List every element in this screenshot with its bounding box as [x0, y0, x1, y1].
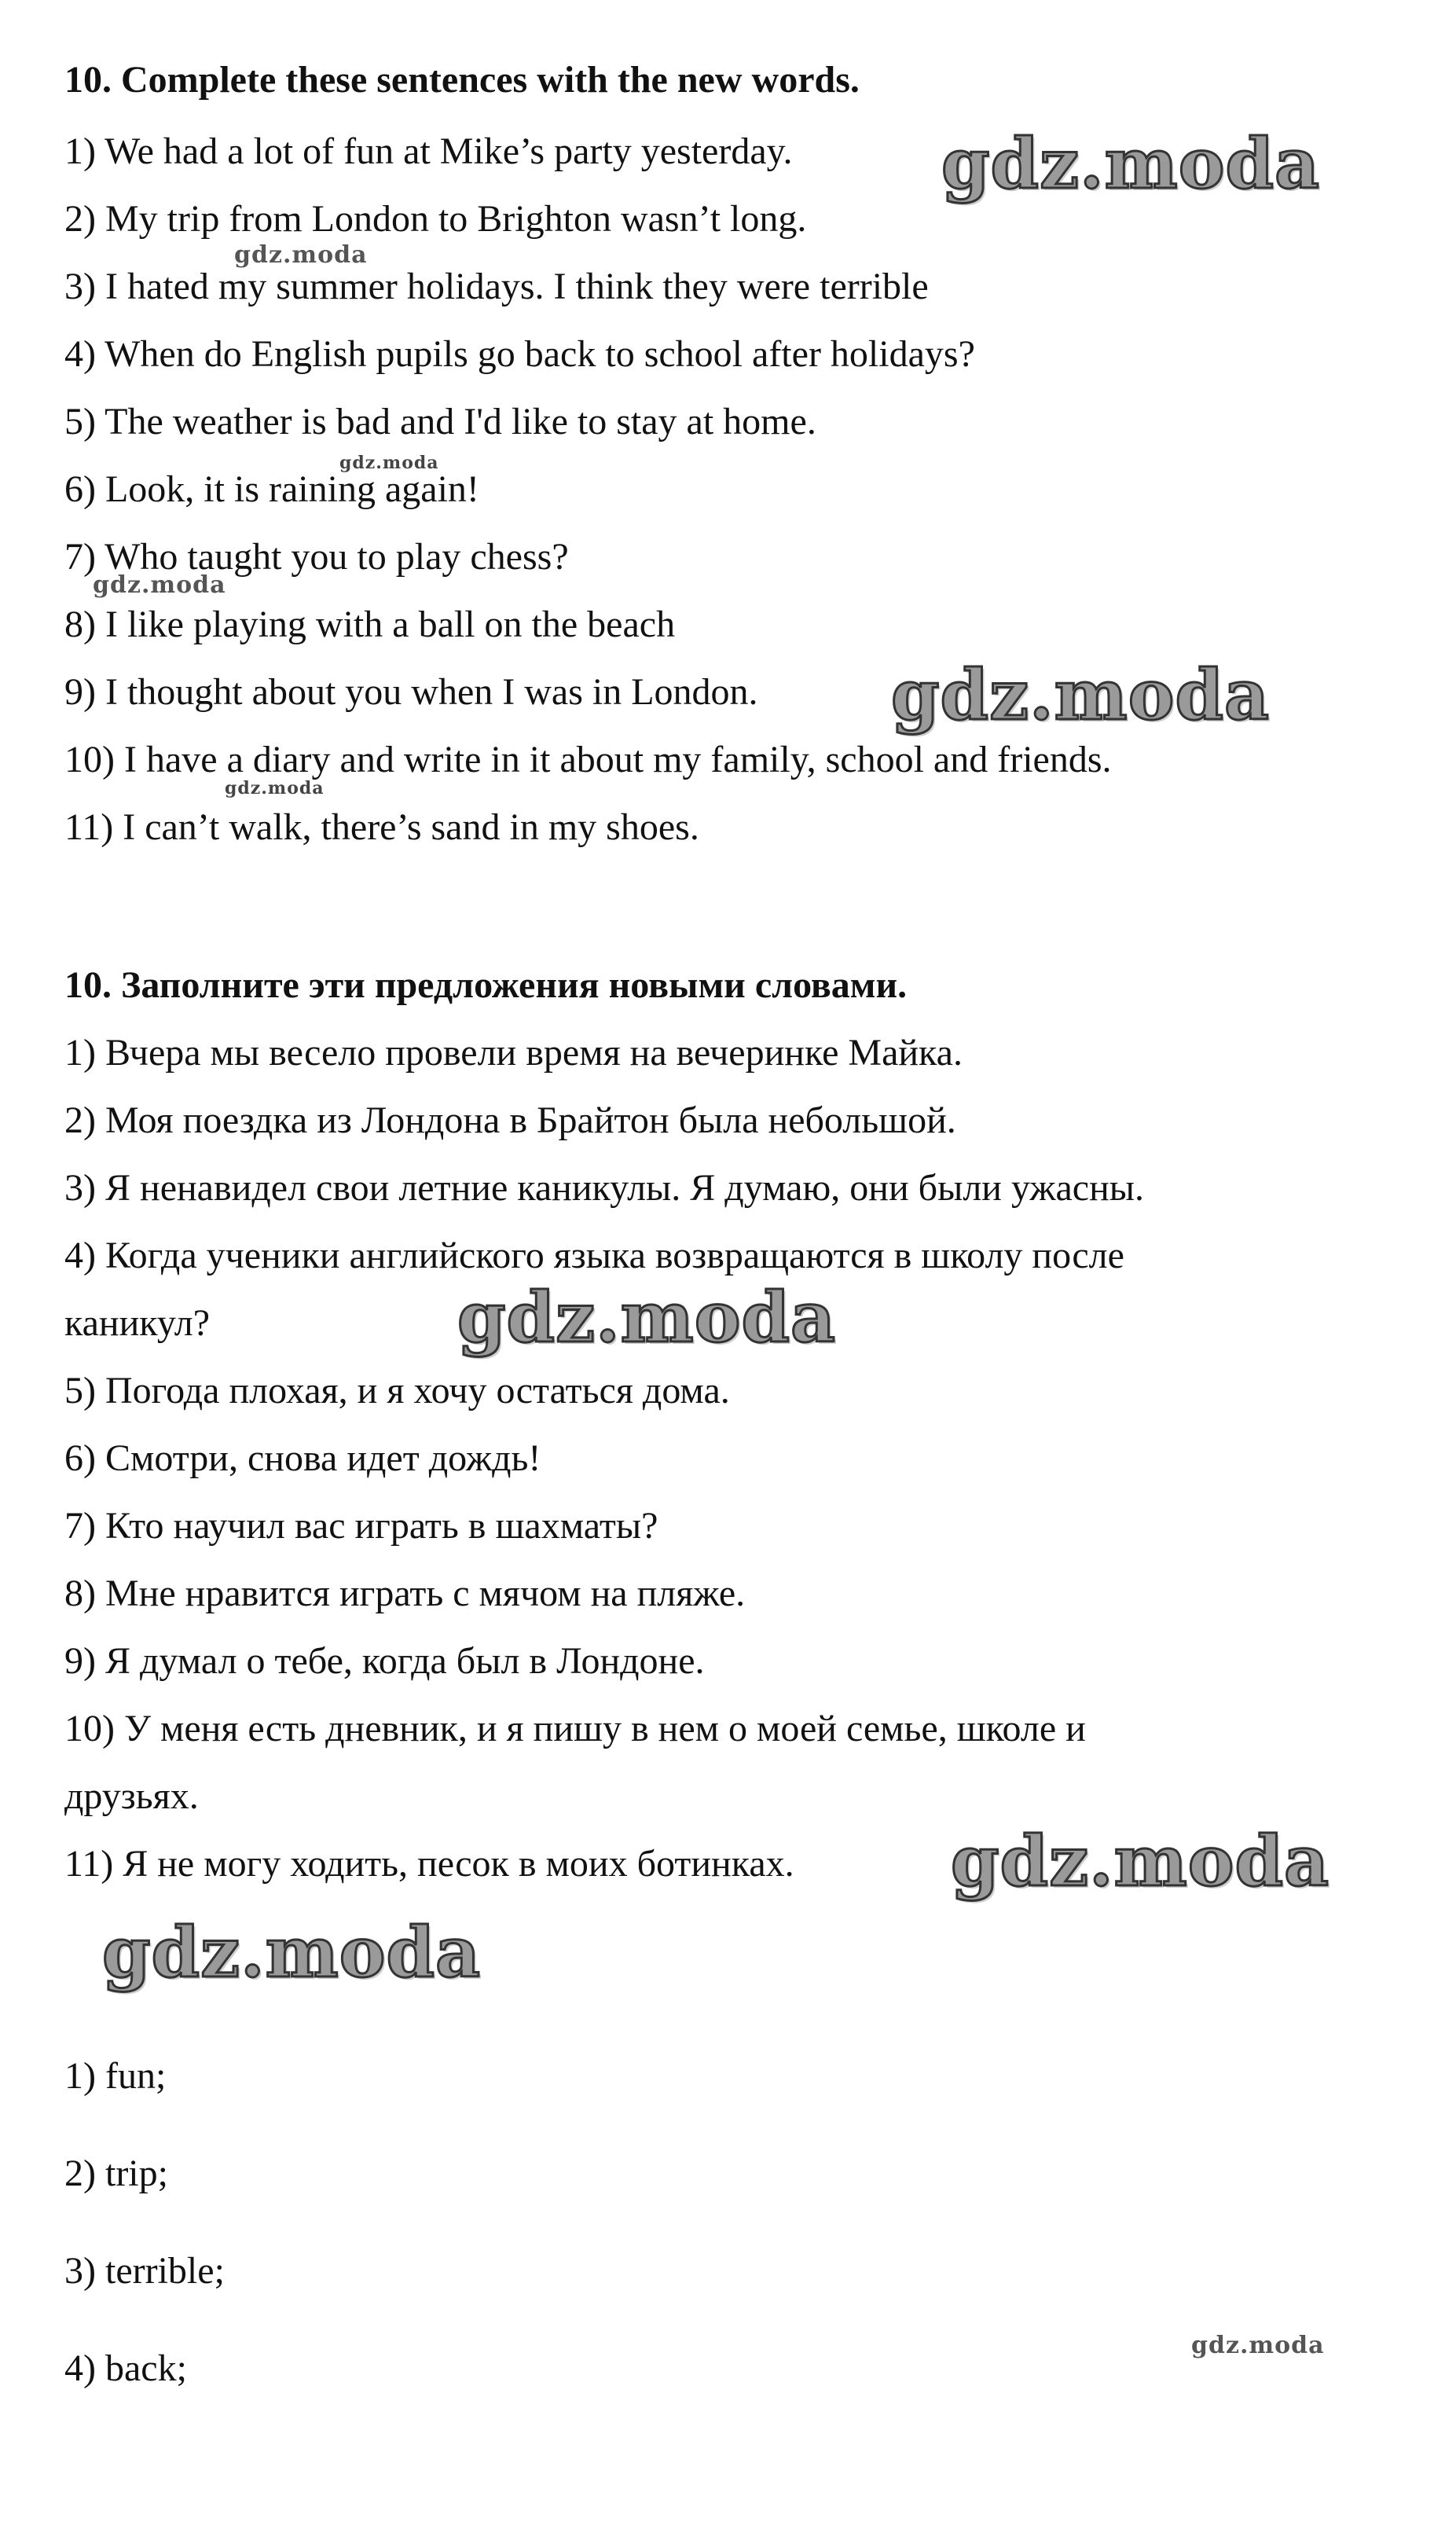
watermark-logo: gdz.moda — [941, 123, 1321, 204]
answer-item: 4) back; — [64, 2347, 187, 2389]
russian-sentence: 11) Я не могу ходить, песок в моих ботинках. — [64, 1843, 794, 1885]
english-sentence: 1) We had a lot of fun at Mike’s party yesterday. — [64, 130, 793, 172]
english-sentence: 11) I can’t walk, there’s sand in my shoes. — [64, 806, 699, 848]
watermark-logo: gdz.moda — [225, 778, 325, 798]
russian-sentence: друзьях. — [64, 1775, 199, 1817]
english-sentence: 4) When do English pupils go back to school after holidays? — [64, 333, 975, 375]
russian-sentence: каникул? — [64, 1302, 211, 1344]
answer-item: 1) fun; — [64, 2055, 167, 2097]
russian-sentence: 10) У меня есть дневник, и я пишу в нем о моей семье, школе и — [64, 1708, 1086, 1749]
answer-item: 2) trip; — [64, 2153, 168, 2194]
answer-item: 3) terrible; — [64, 2250, 225, 2292]
english-sentence: 3) I hated my summer holidays. I think they were terrible — [64, 266, 929, 307]
russian-sentence: 8) Мне нравится играть с мячом на пляже. — [64, 1573, 746, 1614]
english-sentence: 5) The weather is bad and I'd like to stay at home. — [64, 401, 816, 442]
russian-sentence: 1) Вчера мы весело провели время на вечеринке Майка. — [64, 1032, 963, 1074]
english-sentence: 6) Look, it is raining again! — [64, 468, 479, 510]
russian-sentence: 5) Погода плохая, и я хочу остаться дома. — [64, 1370, 730, 1411]
english-heading: 10. Complete these sentences with the new words. — [64, 59, 860, 101]
russian-heading: 10. Заполните эти предложения новыми словами. — [64, 964, 908, 1006]
watermark-logo: gdz.moda — [891, 654, 1271, 736]
watermark-logo: gdz.moda — [457, 1276, 837, 1358]
russian-sentence: 4) Когда ученики английского языка возвращаются в школу после — [64, 1235, 1124, 1276]
watermark-logo: gdz.moda — [234, 241, 368, 269]
watermark-logo: gdz.moda — [93, 571, 226, 599]
russian-sentence: 7) Кто научил вас играть в шахматы? — [64, 1505, 658, 1547]
watermark-logo: gdz.moda — [1191, 2332, 1325, 2359]
watermark-logo: gdz.moda — [951, 1820, 1330, 1902]
english-sentence: 8) I like playing with a ball on the beach — [64, 604, 676, 645]
watermark-logo: gdz.moda — [102, 1911, 482, 1993]
watermark-logo: gdz.moda — [339, 453, 439, 473]
english-sentence: 7) Who taught you to play chess? — [64, 536, 569, 578]
english-sentence: 2) My trip from London to Brighton wasn’t long. — [64, 198, 807, 240]
russian-sentence: 2) Моя поездка из Лондона в Брайтон была небольшой. — [64, 1099, 956, 1141]
english-sentence: 10) I have a diary and write in it about my family, school and friends. — [64, 739, 1112, 780]
russian-sentence: 9) Я думал о тебе, когда был в Лондоне. — [64, 1640, 705, 1682]
russian-sentence: 3) Я ненавидел свои летние каникулы. Я думаю, они были ужасны. — [64, 1167, 1145, 1209]
russian-sentence: 6) Смотри, снова идет дождь! — [64, 1437, 541, 1479]
english-sentence: 9) I thought about you when I was in London. — [64, 671, 758, 713]
